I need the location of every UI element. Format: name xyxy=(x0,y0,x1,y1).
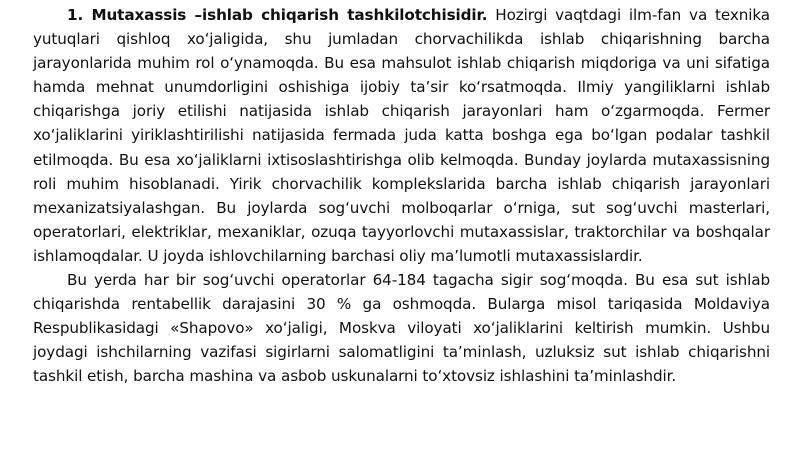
paragraph-1 xyxy=(33,3,770,268)
section-heading: 1. Mutaxassis –ishlab chiqarish tashkilotchisidir. xyxy=(67,6,488,24)
paragraph-1-text: Hozirgi vaqtdagi ilm-fan va texnika yutuqlari qishloq xoʻjaligida, shu jumladan chorvachilikda ishlab chiqarishning barcha jarayonlarida muhim rol oʻynamoqda. Bu esa mahsulot ishlab chiqarish miqdoriga va uni sifatiga hamda mehnat unumdorligini oshishiga ijobiy taʼsir koʻrsatmoqda. Ilmiy yangiliklarni ishlab chiqarishga joriy etilishi natijasida ishlab chiqarish jarayonlari ham oʻzgarmoqda. Fermer xoʻjaliklarini yiriklashtirilishi natijasida fermada juda katta boshga ega boʻlgan podalar tashkil etilmoqda. Bu esa xoʻjaliklarni ixtisoslashtirishga olib kelmoqda. Bunday joylarda mutaxassisning roli muhim hisoblanadi. Yirik chorvachilik komplekslarida barcha ishlab chiqarish jarayonlari mexanizatsiyalashgan. Bu joylarda sogʻuvchi molboqarlar oʻrniga, sut sogʻuvchi masterlari, operatorlari, elektriklar, mexaniklar, ozuqa tayyorlovchi mutaxassislar, traktorchilar va boshqalar ishlamoqdalar. U joyda ishlovchilarning barchasi oliy maʼlumotli mutaxassislardir. xyxy=(33,6,770,265)
paragraph-2 xyxy=(33,268,770,388)
paragraph-2-text: Bu yerda har bir sogʻuvchi operatorlar 64-184 tagacha sigir sogʻmoqda. Bu esa sut ishlab chiqarishda rentabellik darajasini 30 % ga oshmoqda. Bularga misol tariqasida Moldaviya Respublikasidagi «Shapovo» xoʻjaligi, Moskva viloyati xoʻjaliklarini keltirish mumkin. Ushbu joydagi ishchilarning vazifasi sigirlarni salomatligini taʼminlash, uzluksiz sut ishlab chiqarishni tashkil etish, barcha mashina va asbob uskunalarni toʻxtovsiz ishlashini taʼminlashdir. xyxy=(33,271,770,386)
